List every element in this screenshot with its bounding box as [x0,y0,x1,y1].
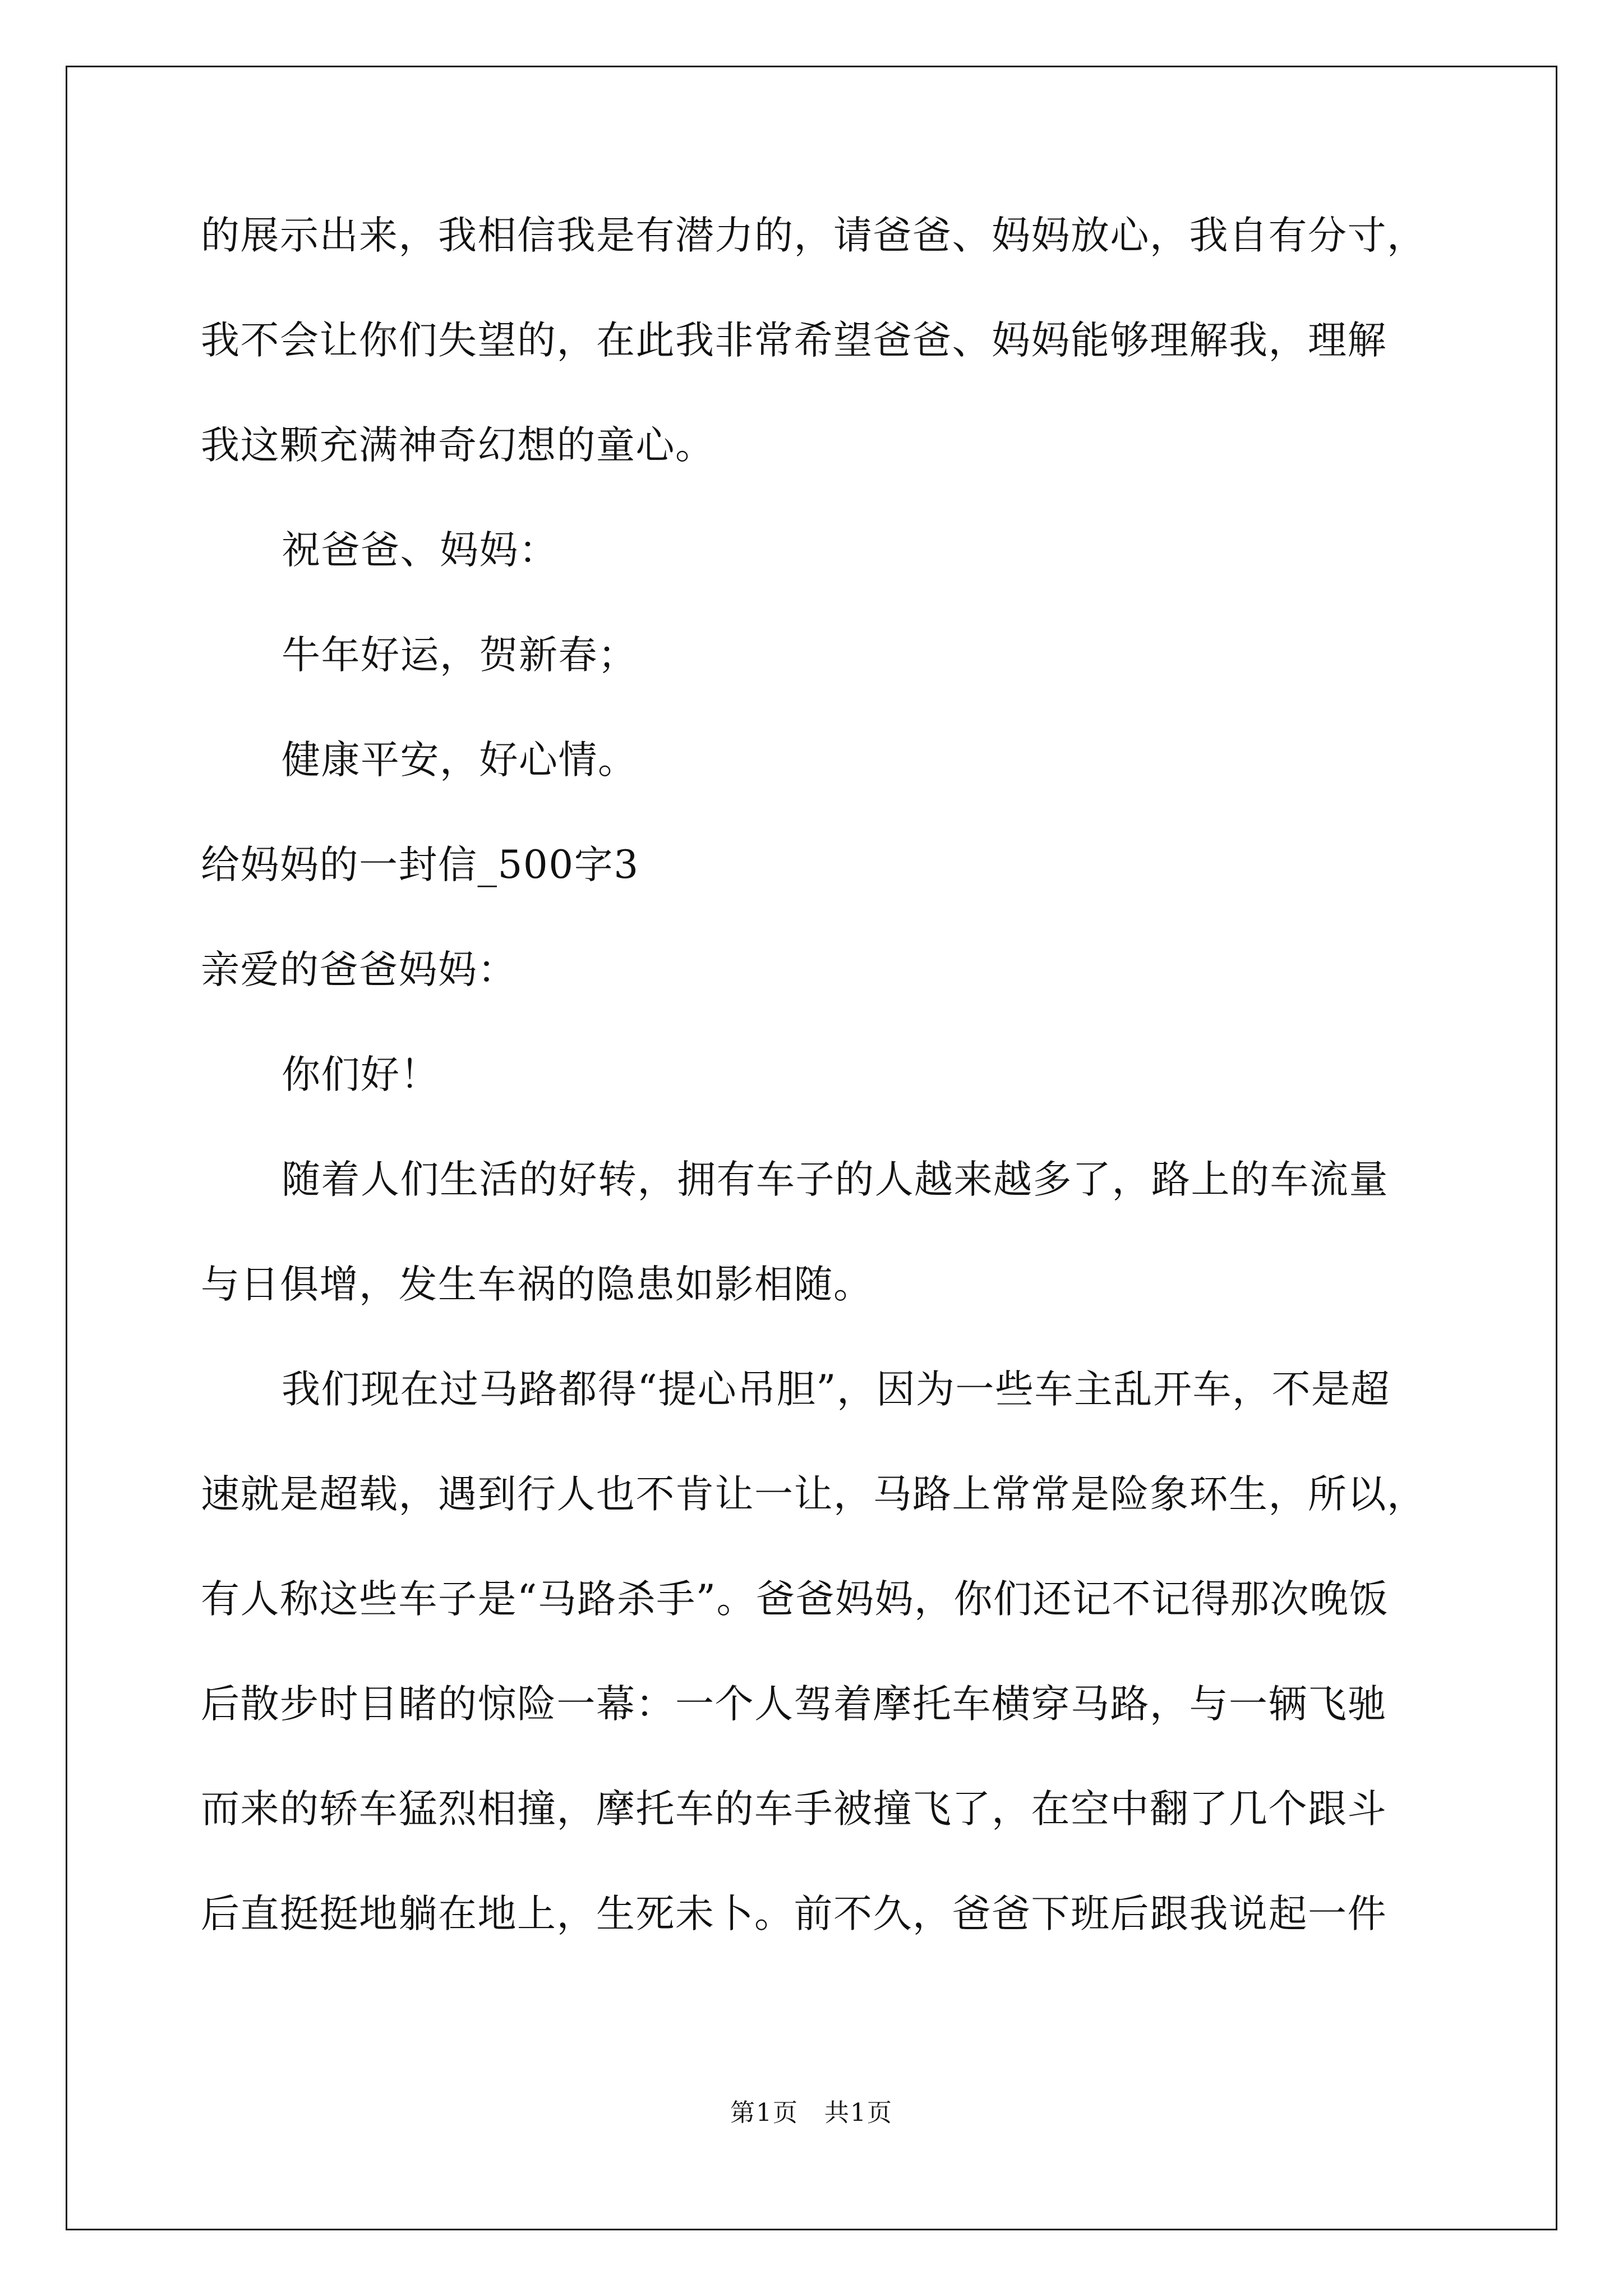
letter-greeting: 亲爱的爸爸妈妈： [201,947,517,992]
letter-hello: 你们好！ [282,1052,440,1097]
body-text-line: 有人称这些车子是“马路杀手”。爸爸妈妈，你们还记不记得那次晚饭 [201,1577,1389,1622]
body-text-line: 后直挺挺地躺在地上，生死未卜。前不久，爸爸下班后跟我说起一件 [201,1892,1387,1936]
body-text-line: 的展示出来，我相信我是有潜力的，请爸爸、妈妈放心，我自有分寸， [201,213,1427,258]
body-text-line: 速就是超载，遇到行人也不肯让一让，马路上常常是险象环生，所以， [201,1472,1427,1517]
body-text-line: 随着人们生活的好转，拥有车子的人越来越多了，路上的车流量 [282,1157,1389,1202]
wish-line: 健康平安，好心情。 [282,738,638,783]
wish-line: 牛年好运，贺新春； [282,633,638,678]
body-text-line: 与日俱增，发生车祸的隐患如影相随。 [201,1262,873,1307]
page-footer: 第1页 共1页 [730,2099,893,2127]
body-text-line: 而来的轿车猛烈相撞，摩托车的车手被撞飞了，在空中翻了几个跟斗 [201,1787,1387,1832]
body-text-line: 我不会让你们失望的，在此我非常希望爸爸、妈妈能够理解我，理解 [201,318,1387,363]
body-text-line: 我们现在过马路都得“提心吊胆”，因为一些车主乱开车，不是超 [282,1367,1391,1412]
salutation-line: 祝爸爸、妈妈： [282,528,559,573]
body-text-line: 我这颗充满神奇幻想的童心。 [201,423,715,468]
body-text-line: 后散步时目睹的惊险一幕：一个人驾着摩托车横穿马路，与一辆飞驰 [201,1682,1387,1727]
section-title: 给妈妈的一封信_500字3 [201,843,639,887]
